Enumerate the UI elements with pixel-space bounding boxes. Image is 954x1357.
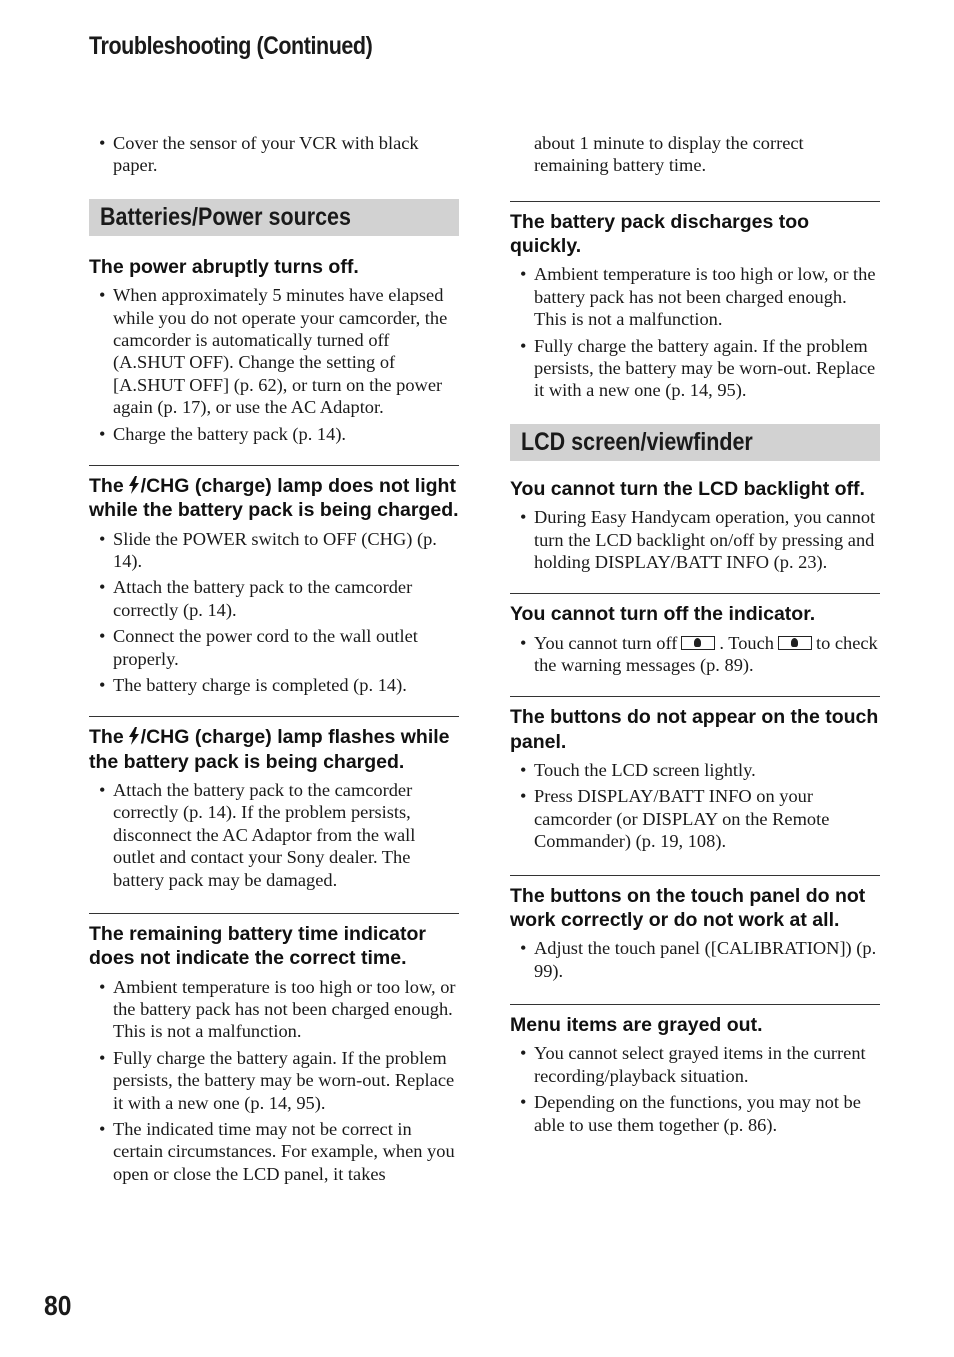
topic-power-turns-off (89, 255, 459, 445)
list-item: • Depending on the functions, you may not be able to use them together (p. 86). (510, 1091, 880, 1136)
topic-indicator (510, 602, 880, 676)
list-item: • You cannot turn off . Touch to check the warning messages (p. 89). (510, 632, 880, 677)
topic-discharges-quickly (510, 210, 880, 402)
list-item: • Attach the battery pack to the camcorder correctly (p. 14). If the problem persists, disconnect the AC Adaptor from the wall outlet and contact your Sony dealer. The battery pack may be damaged. (89, 779, 459, 891)
section-header-batteries (89, 199, 459, 236)
divider (89, 465, 459, 466)
divider (510, 696, 880, 697)
warning-indicator-icon (681, 636, 715, 650)
topic-title: The power abruptly turns off. (89, 255, 359, 278)
section-header-lcd (510, 424, 880, 461)
left-column (89, 132, 459, 1189)
list-item: • During Easy Handycam operation, you cannot turn the LCD backlight on/off by pressing and holding DISPLAY/BATT INFO (p. 23). (510, 506, 880, 573)
topic-chg-lamp-flashes (89, 725, 459, 891)
list-item: • Ambient temperature is too high or too low, or the battery pack has not been charged enough. This is not a malfunction. (89, 976, 459, 1043)
topic-buttons-not-work (510, 884, 880, 982)
list-item: • Charge the battery pack (p. 14). (89, 423, 459, 445)
section-title: LCD screen/viewfinder (521, 427, 753, 456)
list-item: • Fully charge the battery again. If the problem persists, the battery may be worn-out. Replace it with a new one (p. 14, 95). (510, 335, 880, 402)
topic-title: Menu items are grayed out. (510, 1014, 763, 1037)
topic-remaining-time (89, 922, 459, 1185)
topic-title: You cannot turn off the indicator. (510, 603, 816, 626)
page-number: 80 (44, 1290, 72, 1321)
topic-buttons-not-appear (510, 705, 880, 852)
list-item: • Press DISPLAY/BATT INFO on your camcorder (or DISPLAY on the Remote Commander) (p. 19, 108). (510, 785, 880, 852)
list-item: • Adjust the touch panel ([CALIBRATION]) (p. 99). (510, 937, 880, 982)
topic-title: You cannot turn the LCD backlight off. (510, 477, 865, 500)
topic-menu-grayed (510, 1013, 880, 1136)
topic-chg-lamp-not-lit (89, 474, 459, 696)
running-head: Troubleshooting (Continued) (89, 32, 373, 60)
list-item: • When approximately 5 minutes have elapsed while you do not operate your camcorder, the camcorder is automatically turned off (A.SHUT OFF). Change the setting of [A.SHUT OFF] (p. 62), or turn on the power again (p. 17), or use the AC Adaptor. (89, 284, 459, 418)
continued-text: about 1 minute to display the correct remaining battery time. (534, 133, 804, 176)
list-item: • Attach the battery pack to the camcorder correctly (p. 14). (89, 576, 459, 621)
topic-title: The buttons do not appear on the touch panel. (510, 706, 879, 753)
divider (89, 913, 459, 914)
topic-title: The /CHG (charge) lamp flashes while the battery pack is being charged. (89, 726, 450, 773)
list-item: • Connect the power cord to the wall outlet properly. (89, 625, 459, 670)
topic-title: The /CHG (charge) lamp does not light while the battery pack is being charged. (89, 474, 459, 522)
divider (510, 875, 880, 876)
warning-indicator-icon (778, 636, 812, 650)
list-item: • The indicated time may not be correct in certain circumstances. For example, when you open or close the LCD panel, it takes (89, 1118, 459, 1185)
list-item: • Touch the LCD screen lightly. (510, 759, 880, 781)
divider (89, 716, 459, 717)
list-item: • Fully charge the battery again. If the problem persists, the battery may be worn-out. Replace it with a new one (p. 14, 95). (89, 1047, 459, 1114)
list-item: • The battery charge is completed (p. 14). (89, 674, 459, 696)
list-item: • Ambient temperature is too high or low, or the battery pack has not been charged enough. This is not a malfunction. (510, 263, 880, 330)
topic-title: The battery pack discharges too quickly. (510, 210, 810, 258)
divider (510, 1004, 880, 1005)
list-item: • Cover the sensor of your VCR with black paper. (89, 132, 459, 177)
list-item: • Slide the POWER switch to OFF (CHG) (p. 14). (89, 528, 459, 573)
topic-lcd-backlight (510, 477, 880, 574)
topic-title: The remaining battery time indicator does not indicate the correct time. (89, 923, 426, 970)
right-column (510, 132, 880, 1140)
list-item: • You cannot select grayed items in the current recording/playback situation. (510, 1042, 880, 1087)
divider (510, 593, 880, 594)
charge-lamp-icon (128, 476, 140, 494)
divider (510, 201, 880, 202)
section-title: Batteries/Power sources (100, 202, 351, 231)
topic-title: The buttons on the touch panel do not work correctly or do not work at all. (510, 884, 866, 931)
charge-lamp-icon (128, 727, 140, 745)
